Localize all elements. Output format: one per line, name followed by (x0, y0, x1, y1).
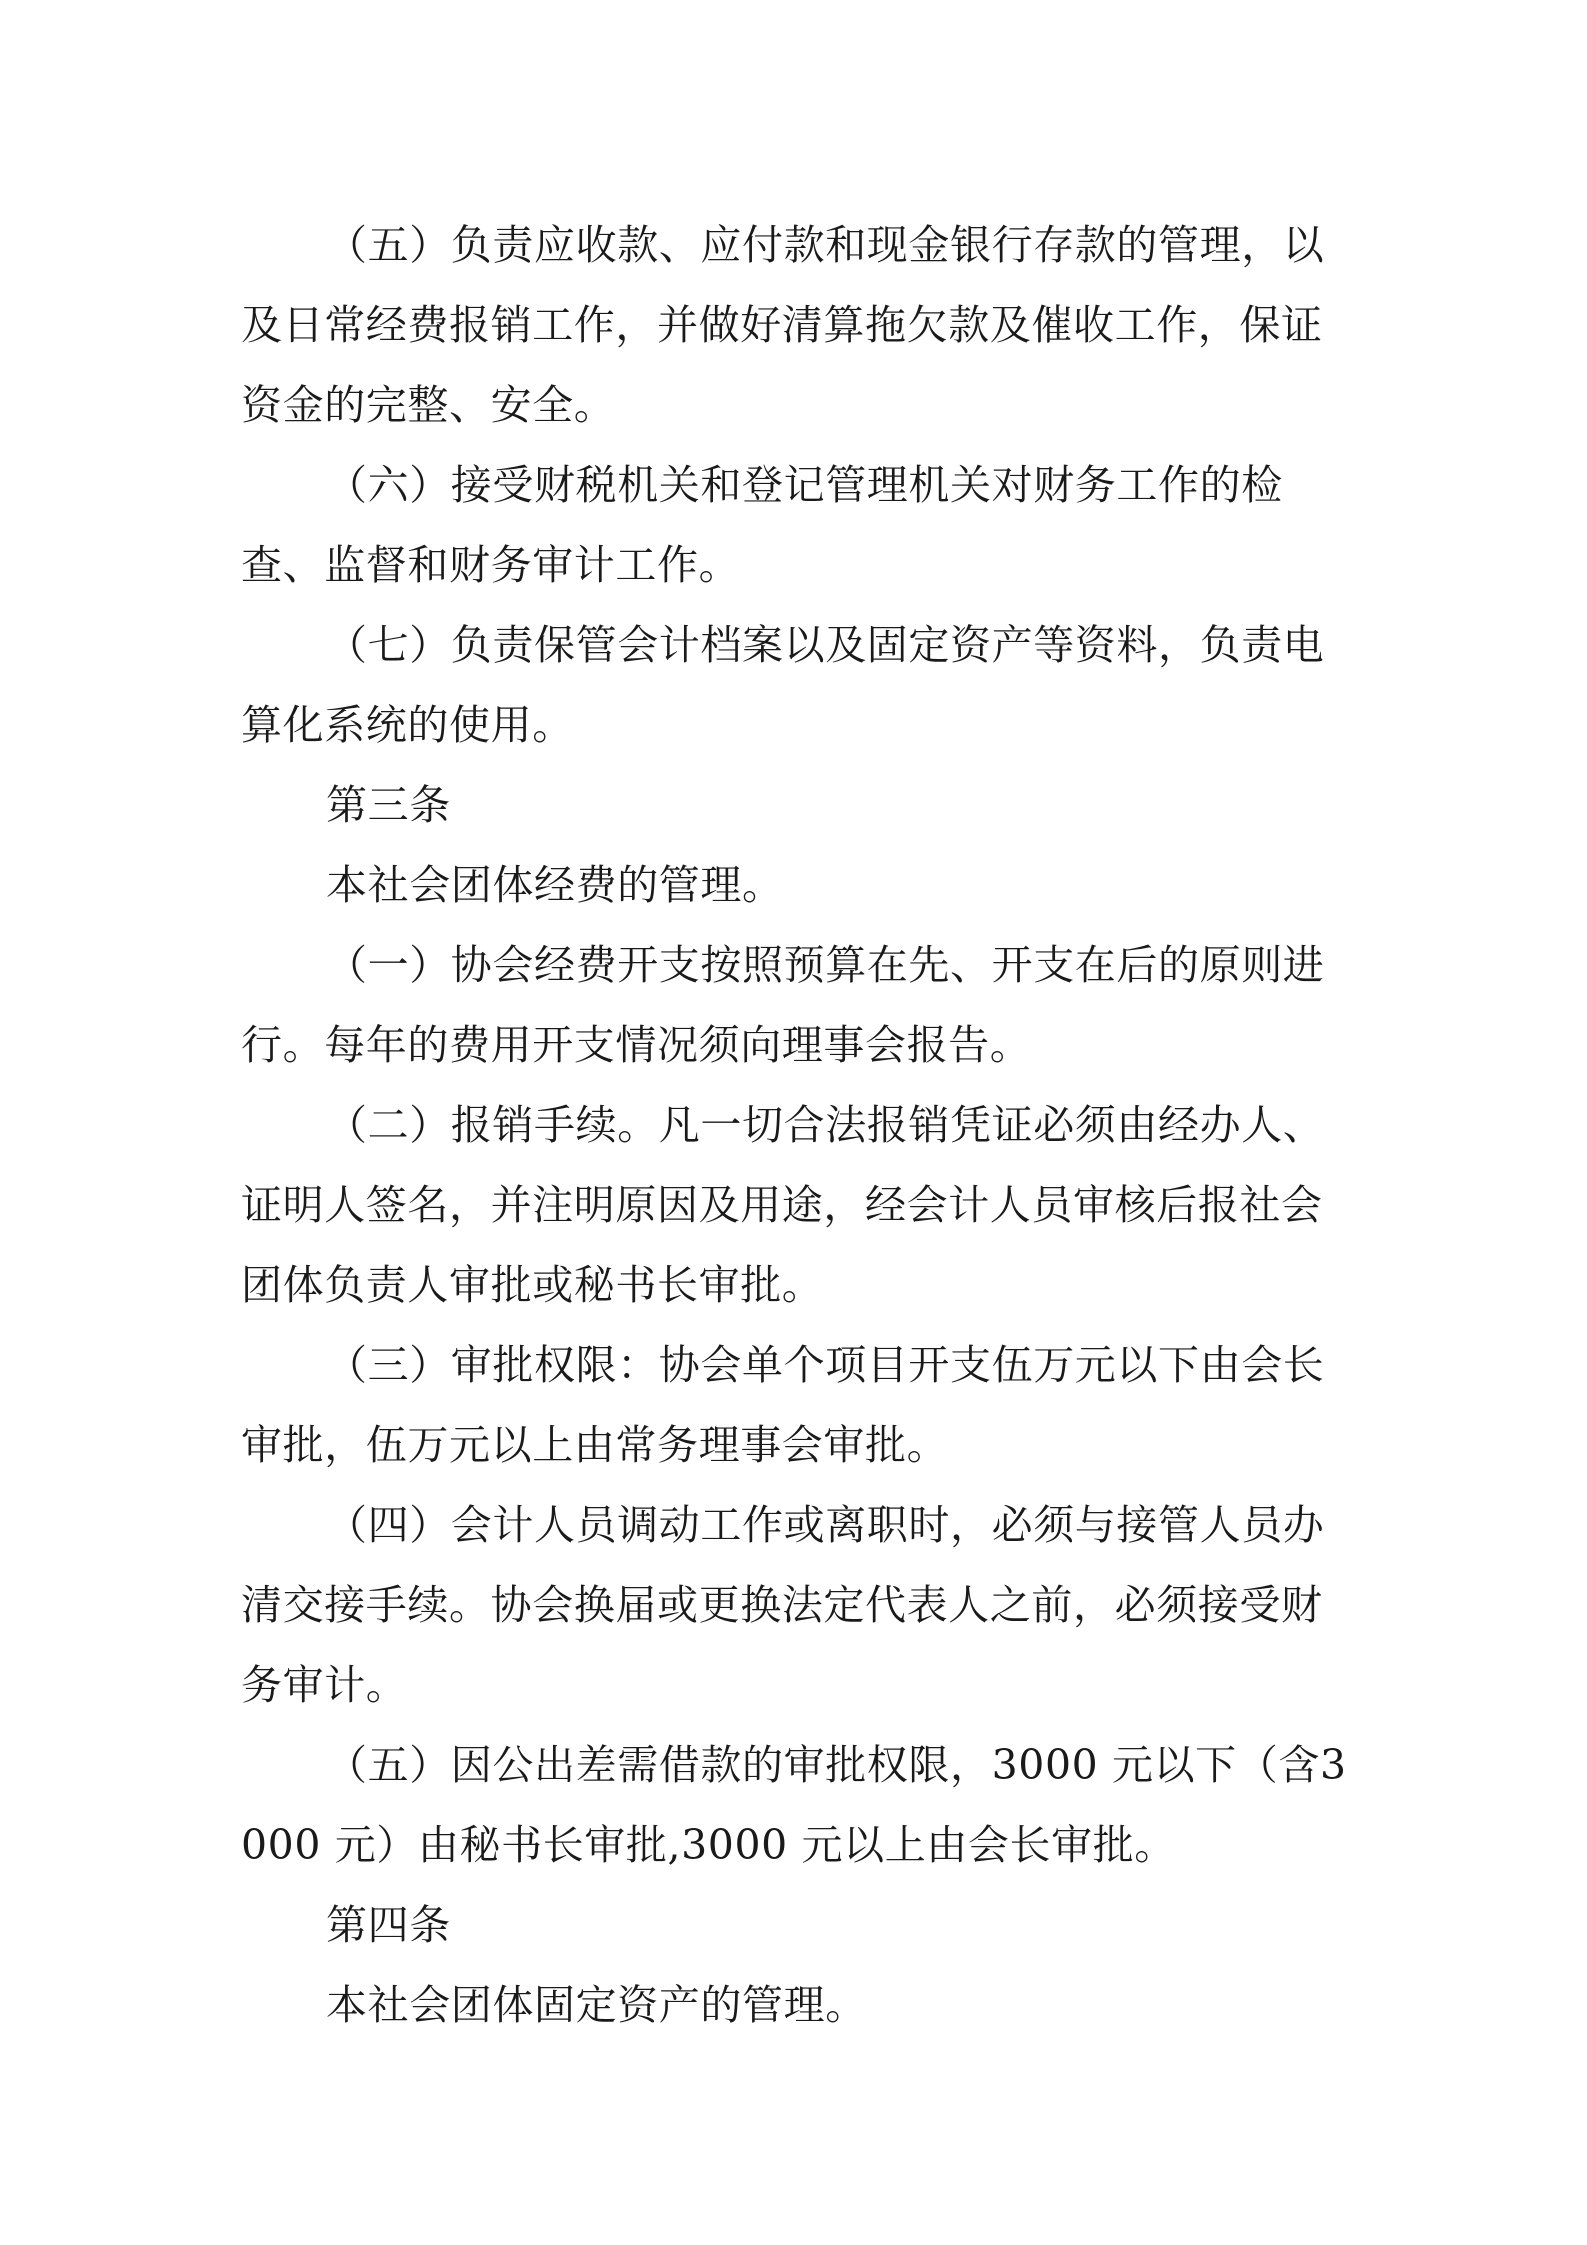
paragraph-item-1-budget: （一）协会经费开支按照预算在先、开支在后的原则进行。每年的费用开支情况须向理事会报告。 (241, 941, 1325, 1069)
article-3-title: 本社会团体经费的管理。 (326, 861, 784, 909)
article-4-heading: 第四条 (326, 1901, 451, 1949)
article-4-title: 本社会团体固定资产的管理。 (326, 1981, 867, 2029)
paragraph-item-7-archives: （七）负责保管会计档案以及固定资产等资料，负责电算化系统的使用。 (241, 621, 1325, 749)
paragraph-item-5-receivables: （五）负责应收款、应付款和现金银行存款的管理，以及日常经费报销工作，并做好清算拖欠款及催收工作，保证资金的完整、安全。 (241, 221, 1325, 429)
paragraph-item-6-audit-inspection: （六）接受财税机关和登记管理机关对财务工作的检查、监督和财务审计工作。 (241, 461, 1283, 589)
paragraph-item-2-reimbursement: （二）报销手续。凡一切合法报销凭证必须由经办人、证明人签名，并注明原因及用途，经会计人员审核后报社会团体负责人审批或秘书长审批。 (241, 1101, 1325, 1309)
paragraph-item-4-handover: （四）会计人员调动工作或离职时，必须与接管人员办清交接手续。协会换届或更换法定代表人之前，必须接受财务审计。 (241, 1501, 1325, 1709)
article-3-heading: 第三条 (326, 781, 451, 829)
document-body (241, 205, 1359, 2045)
paragraph-item-3-approval-authority: （三）审批权限：协会单个项目开支伍万元以下由会长审批，伍万元以上由常务理事会审批。 (241, 1341, 1325, 1469)
paragraph-item-5-travel-loan: （五）因公出差需借款的审批权限，3000 元以下（含3000 元）由秘书长审批,3000 元以上由会长审批。 (241, 1741, 1347, 1869)
